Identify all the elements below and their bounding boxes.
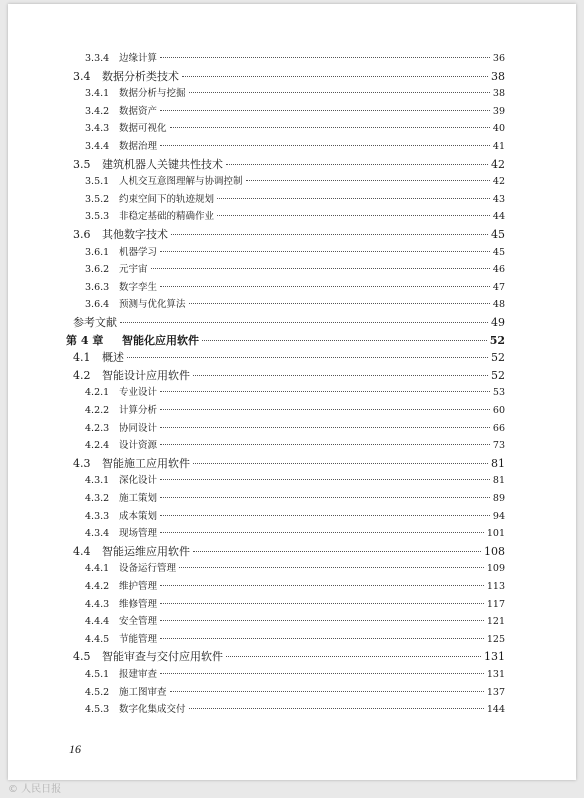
toc-entry-number: 3.6.1 xyxy=(85,246,110,258)
toc-entry-number: 4.3.3 xyxy=(85,510,110,522)
toc-entry-page: 108 xyxy=(484,544,505,558)
toc-entry-number: 4.4.1 xyxy=(85,563,110,575)
toc-entry-page: 144 xyxy=(486,704,505,716)
toc-entry-title: 节能管理 xyxy=(119,633,158,645)
toc-entry-title: 数字化集成交付 xyxy=(119,704,186,716)
dot-leader xyxy=(160,603,484,604)
toc-entry xyxy=(85,261,505,275)
toc-entry xyxy=(73,349,505,365)
toc-entry-number: 4.1 xyxy=(73,351,91,365)
toc-entry-title: 边缘计算 xyxy=(119,53,158,64)
toc-entry-number: 4.4.5 xyxy=(85,633,110,645)
toc-entry-page: 45 xyxy=(491,228,505,241)
toc-entry-title: 计算分析 xyxy=(119,405,158,416)
toc-entry xyxy=(85,613,505,627)
toc-entry-number: 4.2.3 xyxy=(85,422,110,434)
toc-entry xyxy=(85,508,505,522)
dot-leader xyxy=(189,303,490,304)
toc-entry-page: 60 xyxy=(492,405,505,416)
dot-leader xyxy=(160,427,490,428)
toc-entry-page: 52 xyxy=(491,368,505,382)
toc-entry-title: 人机交互意图理解与协调控制 xyxy=(119,176,243,188)
dot-leader xyxy=(217,215,490,216)
toc-entry-page: 38 xyxy=(491,69,505,83)
toc-entry-page: 41 xyxy=(492,141,505,152)
toc-entry xyxy=(73,543,505,559)
toc-entry-title: 建筑机器人关键共性技术 xyxy=(102,157,223,171)
toc-entry-page: 42 xyxy=(492,176,505,188)
dot-leader xyxy=(193,463,488,464)
toc-entry-number: 3.6 xyxy=(73,228,91,241)
toc-entry xyxy=(85,560,505,574)
toc-entry-page: 45 xyxy=(492,246,505,258)
toc-entry-number: 4.4.3 xyxy=(85,598,110,610)
toc-entry-page: 94 xyxy=(492,510,505,522)
toc-entry xyxy=(73,68,505,84)
toc-entry-page: 117 xyxy=(486,598,505,610)
toc-entry xyxy=(85,85,505,99)
dot-leader xyxy=(160,286,490,287)
toc-entry-title: 安全管理 xyxy=(119,616,158,628)
toc-entry-number: 4.3.1 xyxy=(85,475,110,487)
dot-leader xyxy=(160,479,490,480)
toc-entry-number: 3.6.3 xyxy=(85,281,110,293)
toc-entry xyxy=(73,226,505,242)
toc-entry-page: 43 xyxy=(492,193,505,205)
toc-entry xyxy=(73,648,505,664)
toc-entry-title: 现场管理 xyxy=(119,528,158,540)
toc-entry-number: 3.4.1 xyxy=(85,88,110,100)
toc-entry xyxy=(85,596,505,610)
toc-entry xyxy=(85,208,505,222)
toc-entry-page: 40 xyxy=(492,123,505,135)
dot-leader xyxy=(160,409,490,410)
toc-entry-number: 4.3.2 xyxy=(85,493,110,504)
toc-entry-title: 智能化应用软件 xyxy=(122,333,199,347)
dot-leader xyxy=(151,268,490,269)
dot-leader xyxy=(160,620,484,621)
toc-entry-number: 4.4 xyxy=(73,544,91,558)
toc-entry-page: 73 xyxy=(492,440,505,452)
toc-entry xyxy=(85,420,505,434)
toc-entry xyxy=(85,437,505,451)
toc-entry-title: 智能设计应用软件 xyxy=(102,368,190,382)
toc-entry-title: 维修管理 xyxy=(119,598,158,610)
toc-entry-page: 125 xyxy=(486,633,505,645)
dot-leader xyxy=(120,322,488,323)
dot-leader xyxy=(189,708,484,709)
toc-entry xyxy=(85,472,505,486)
toc-entry-number: 4.4.2 xyxy=(85,581,110,592)
dot-leader xyxy=(160,251,490,252)
toc-entry-page: 113 xyxy=(486,581,505,592)
toc-entry-number: 3.6.4 xyxy=(85,299,110,311)
toc-entry-number: 3.5.2 xyxy=(85,193,110,205)
toc-entry xyxy=(85,490,505,504)
toc-entry-page: 47 xyxy=(492,281,505,293)
toc-entry-number: 4.2 xyxy=(73,368,91,382)
toc-entry xyxy=(85,191,505,205)
toc-entry-title: 约束空间下的轨迹规划 xyxy=(119,193,215,205)
dot-leader xyxy=(160,638,484,639)
toc-entry xyxy=(85,525,505,539)
dot-leader xyxy=(226,164,488,165)
toc-entry xyxy=(85,173,505,187)
toc-entry-title: 数据资产 xyxy=(119,105,158,117)
toc-entry-page: 44 xyxy=(492,211,505,223)
toc-entry-page: 46 xyxy=(492,264,505,276)
toc-entry-title: 参考文献 xyxy=(73,316,117,329)
toc-entry-page: 53 xyxy=(492,387,505,399)
toc-entry-page: 49 xyxy=(491,316,505,329)
toc-entry-page: 137 xyxy=(486,686,505,698)
toc-entry-page: 121 xyxy=(486,616,505,628)
toc-entry-number: 4.4.4 xyxy=(85,616,110,628)
toc-entry-number: 3.4 xyxy=(73,69,91,83)
dot-leader xyxy=(160,444,490,445)
toc-entry-page: 131 xyxy=(486,669,505,680)
dot-leader xyxy=(182,76,488,77)
toc-entry-number: 3.5.1 xyxy=(85,176,110,188)
toc-entry-title: 成本策划 xyxy=(119,510,158,522)
toc-entry-title: 数据分析与挖掘 xyxy=(119,88,186,100)
toc-entry-number: 第 4 章 xyxy=(66,333,104,347)
toc-entry-number: 3.6.2 xyxy=(85,264,110,276)
toc-entry xyxy=(73,367,505,383)
toc-entry xyxy=(73,314,505,330)
toc-entry-title: 预测与优化算法 xyxy=(119,299,186,311)
toc-entry-page: 39 xyxy=(492,105,505,117)
document-page xyxy=(8,4,576,780)
toc-entry-title: 设计资源 xyxy=(119,440,158,452)
toc-entry-title: 专业设计 xyxy=(119,387,158,399)
toc-entry xyxy=(85,402,505,416)
toc-entry-title: 数字孪生 xyxy=(119,281,158,293)
toc-entry xyxy=(85,384,505,398)
dot-leader xyxy=(246,180,490,181)
toc-entry xyxy=(85,701,505,715)
toc-entry-page: 36 xyxy=(492,53,505,64)
toc-entry xyxy=(85,578,505,592)
dot-leader xyxy=(202,340,487,341)
toc-entry-title: 智能审查与交付应用软件 xyxy=(102,650,223,664)
toc-entry-page: 81 xyxy=(491,456,505,470)
toc-entry xyxy=(85,279,505,293)
dot-leader xyxy=(160,57,490,58)
toc-entry-title: 概述 xyxy=(102,351,124,365)
toc-entry-title: 其他数字技术 xyxy=(102,228,168,241)
toc-entry-title: 智能运维应用软件 xyxy=(102,544,190,558)
dot-leader xyxy=(189,92,490,93)
toc-entry-number: 4.5.1 xyxy=(85,669,110,680)
toc-entry-page: 109 xyxy=(486,563,505,575)
toc-entry-title: 智能施工应用软件 xyxy=(102,456,190,470)
toc-entry-page: 81 xyxy=(492,475,505,487)
toc-entry-title: 施工图审查 xyxy=(119,686,167,698)
toc-entry xyxy=(85,666,505,680)
toc-entry-page: 52 xyxy=(489,333,505,347)
dot-leader xyxy=(226,656,481,657)
toc-entry-number: 3.4.4 xyxy=(85,141,110,152)
toc-entry-page: 52 xyxy=(491,351,505,365)
toc-entry-number: 4.5.2 xyxy=(85,686,110,698)
dot-leader xyxy=(127,357,488,358)
page-number: 16 xyxy=(69,742,81,756)
dot-leader xyxy=(170,127,490,128)
toc-entry-page: 131 xyxy=(484,650,505,664)
toc-entry-page: 42 xyxy=(491,157,505,171)
toc-entry xyxy=(73,455,505,471)
toc-entry xyxy=(85,50,505,64)
toc-entry-number: 4.3.4 xyxy=(85,528,110,540)
dot-leader xyxy=(160,532,484,533)
toc-entry-title: 施工策划 xyxy=(119,493,158,504)
watermark: © 人民日报 xyxy=(8,784,62,795)
dot-leader xyxy=(217,198,490,199)
toc-entry-number: 3.5.3 xyxy=(85,211,110,223)
toc-entry-page: 38 xyxy=(492,88,505,100)
toc-entry-title: 数据分析类技术 xyxy=(102,69,179,83)
toc-entry-page: 48 xyxy=(492,299,505,311)
toc-entry-page: 89 xyxy=(492,493,505,504)
toc-entry-title: 协同设计 xyxy=(119,422,158,434)
toc-entry xyxy=(85,631,505,645)
toc-entry-title: 数据治理 xyxy=(119,141,158,152)
toc-entry-number: 3.4.2 xyxy=(85,105,110,117)
dot-leader xyxy=(160,515,490,516)
toc-entry-title: 数据可视化 xyxy=(119,123,167,135)
toc-entry xyxy=(85,103,505,117)
toc-entry-title: 维护管理 xyxy=(119,581,158,592)
toc-entry-number: 4.2.2 xyxy=(85,405,110,416)
toc-entry-number: 4.5 xyxy=(73,650,91,664)
toc-entry-number: 4.2.1 xyxy=(85,387,110,399)
dot-leader xyxy=(160,110,490,111)
toc-entry-title: 深化设计 xyxy=(119,475,158,487)
toc-entry-number: 3.4.3 xyxy=(85,123,110,135)
dot-leader xyxy=(160,391,490,392)
dot-leader xyxy=(170,691,484,692)
toc-entry xyxy=(85,296,505,310)
dot-leader xyxy=(160,497,490,498)
toc-entry-title: 报建审查 xyxy=(119,669,158,680)
toc-entry-title: 元宇宙 xyxy=(119,264,148,276)
toc-entry-title: 机器学习 xyxy=(119,246,158,258)
toc-entry xyxy=(85,684,505,698)
toc-entry xyxy=(85,138,505,152)
toc-entry-page: 66 xyxy=(492,422,505,434)
dot-leader xyxy=(193,551,481,552)
toc-entry-page: 101 xyxy=(486,528,505,540)
toc-entry xyxy=(85,120,505,134)
toc-entry-title: 非稳定基础的精确作业 xyxy=(119,211,215,223)
dot-leader xyxy=(193,375,488,376)
toc-entry-number: 4.3 xyxy=(73,456,91,470)
toc-entry-number: 3.5 xyxy=(73,157,91,171)
toc-entry-number: 3.3.4 xyxy=(85,53,110,64)
toc-entry xyxy=(73,156,505,172)
toc-entry-number: 4.2.4 xyxy=(85,440,110,452)
toc-chapter-entry xyxy=(66,332,505,348)
dot-leader xyxy=(160,673,484,674)
toc-entry-number: 4.5.3 xyxy=(85,704,110,716)
dot-leader xyxy=(160,585,484,586)
toc-entry-title: 设备运行管理 xyxy=(119,563,177,575)
dot-leader xyxy=(179,567,484,568)
dot-leader xyxy=(171,234,488,235)
toc-entry xyxy=(85,244,505,258)
dot-leader xyxy=(160,145,490,146)
